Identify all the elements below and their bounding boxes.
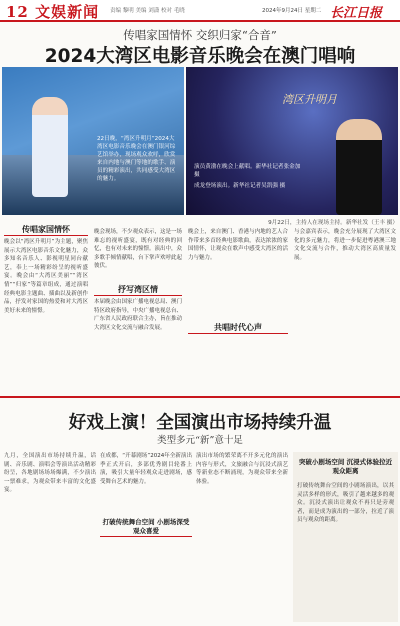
page-label: 12 文娱新闻 [6,3,100,21]
photo-right-caption [194,163,304,190]
article2-column-2: 在成都，“开幕剧场”2024年全新演出季正式开启，多部优秀剧目轮番上演，吸引大量年轻观众走进剧场，感受舞台艺术的魅力。 [100,453,192,485]
article2-subhead: 类型多元“新”意十足 [157,435,243,446]
article1-column-4: 晚会上，来自澳门、香港与内地的艺人合作带来多首经典电影歌曲，表达浓浓的家国情怀，让观众在歌声中感受大湾区的活力与魅力。 [188,229,288,261]
article2-column-3: 演出市场的繁荣离不开多元化的演出内容与形式，文旅融合与沉浸式演艺等新业态不断涌现，为观众带来全新体验。 [196,453,288,485]
article2-headline: 好戏上演！全国演出市场持续升温 [68,413,332,433]
article1-column-5: 与会嘉宾表示，晚会充分展现了大湾区文化的多元魅力，将进一步促进粤港澳三地文化交流与合作，推动大湾区高质量发展。 [294,229,396,261]
photo-right-caption-1: 演员黄渤在晚会上献唱。新华社记者张金加 摄 [194,164,301,178]
article1-column-2: 晚会现场，不少观众表示，这是一场难忘的视听盛宴，既有对经典的回忆，也有对未来的憧憬。演出中，众多歌手倾情献唱，台下掌声欢呼此起彼伏。 [94,229,182,270]
section-divider [0,396,400,398]
issue-date: 2024年9月24日 星期二 [262,8,322,14]
article2-column-1: 九月，全国演出市场持续升温，话剧、音乐剧、演唱会等演出活动精彩纷呈，各地剧场场场爆满，不少演出一票难求，为观众带来丰富的文化盛宴。 [4,453,96,494]
singer-figure [32,97,68,197]
masthead-logo: 长江日报 [330,6,383,21]
sidebar-box [293,452,398,622]
photo-stage [186,67,398,215]
section-title-3: 共唱时代心声 [188,322,288,334]
editors-line: 责编 黎明 美编 刘潇 校对 毛晓 [110,8,185,14]
article1-kicker: 传唱家国情怀 交织归家“合音” [123,28,277,42]
sidebar-title: 突破小剧场空间 沉浸式体验拉近观众距离 [298,458,393,475]
photo-left-caption: 22日晚，“湾区升明月”2024大湾区电影音乐晚会在澳门银河综艺馆举办，现场观众欢呼，欣赏来自内地与澳门等地的歌手、演员的精彩演出，共同感受大湾区的魅力。 [97,136,176,182]
article2-section-title: 打破传统舞台空间 小剧场深受观众喜爱 [100,518,192,537]
article1-column-3: 本届晚会由国家广播电视总局、澳门特区政府指导，中央广播电视总台、广东省人民政府联合主办，旨在推动大湾区文化交流与融合发展。 [94,299,182,331]
article1-column-1: 晚会以“湾区升明月”为主题，聚焦展示大湾区电影音乐文化魅力，众多知名音乐人、影视明星同台献艺，奉上一场精彩纷呈的视听盛宴。晚会由“大湾区美丽”“湾区情”“归家”等篇章组成，通过演唱经典电影主题曲、插曲以及新创作品，抒发对家国的热爱和对大湾区美好未来的憧憬。 [4,239,88,314]
article1-headline: 2024大湾区电影音乐晚会在澳门唱响 [44,46,356,67]
page-header [0,0,400,22]
photo-right-caption-2: 成龙登场演出。新华社记者吴凯强 摄 [194,183,286,189]
sidebar-text: 打破传统舞台空间的小剧场演出，以其灵活多样的形式，吸引了越来越多的观众。沉浸式演出让观众不再只是旁观者，而是成为演出的一部分，拉近了演员与观众的距离。 [297,483,394,524]
stage-title-art: 湾区升明月 [282,93,337,106]
performer-figure [336,119,382,215]
photo-singer [2,67,184,215]
section-title-2: 抒写湾区情 [94,284,182,296]
section-title-1: 传唱家国情怀 [4,224,88,236]
photo-credit: 9月22日，主持人在现场主持。新华社发（王丰 摄） [268,220,398,226]
